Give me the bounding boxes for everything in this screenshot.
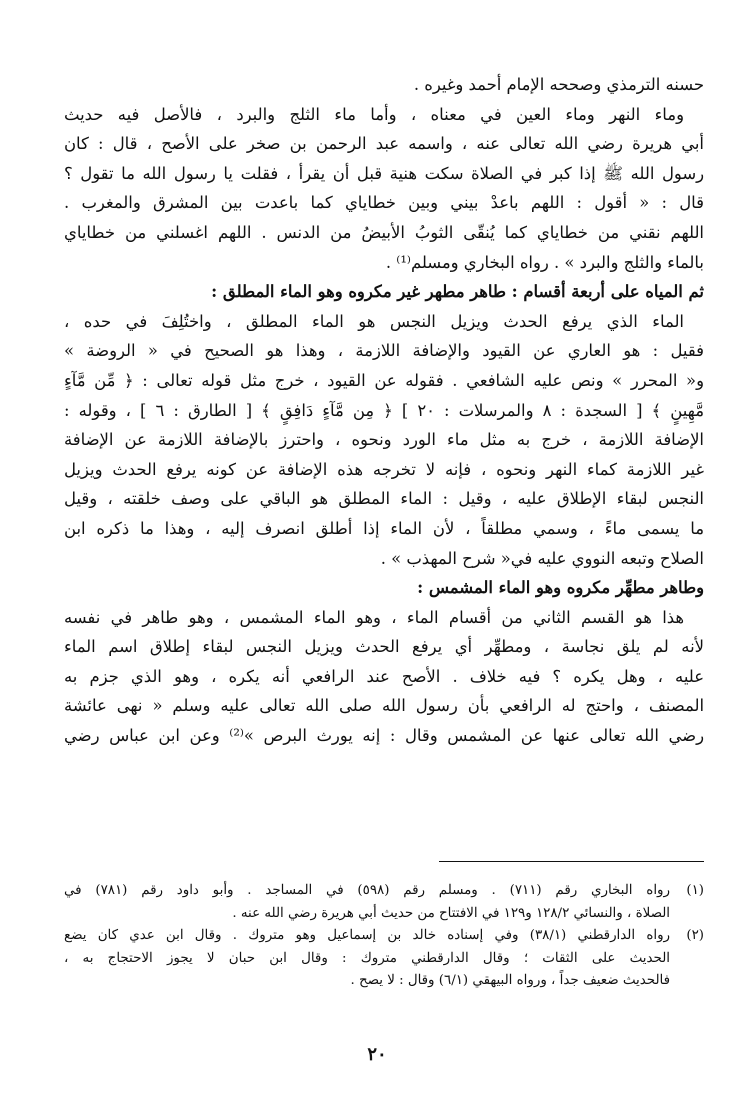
text-line: اللهم نقني من خطاياي كما يُنقّى الثوبُ الأبيضُ من الدنس . اللهم اغسلني من خطاياي (64, 222, 704, 242)
footnote (64, 925, 704, 993)
text-line: وماء النهر وماء العين في معناه ، وأما ماء الثلج والبرد ، فالأصل فيه حديث (64, 104, 684, 124)
text-line: الصلاح وتبعه النووي عليه في« شرح المهذب » . (380, 548, 704, 568)
section-heading: وطاهر مطهِّر مكروه وهو الماء المشمس : (417, 578, 704, 598)
text-line: غير اللازمة كماء النهر ونحوه ، فإنه لا تخرجه هذه الإضافة عن كونه يرفع الحدث ويزيل (64, 459, 704, 479)
text-line: مَّهِينٍ ﴾ [ السجدة : ٨ والمرسلات : ٢٠ ] ﴿ مِن مَّآءٍ دَافِقٍ ﴾ [ الطارق : ٦ ] ، وقوله : (64, 400, 704, 420)
footnote-line: الحديث على الثقات ؛ وقال الدارقطني متروك : وقال ابن حبان لا يجوز الاحتجاج به ، (64, 950, 670, 966)
footnote (64, 880, 704, 925)
footnote-text (64, 880, 670, 925)
text-line: رضي الله تعالى عنها عن المشمس وقال : إنه يورث البرص »⁽²⁾ وعن ابن عباس رضي (64, 726, 704, 746)
footnote-number: (٢) (686, 928, 704, 944)
text-line: و« المحرر » ونص عليه الشافعي . فقوله عن القيود ، خرج مثل قوله تعالى : ﴿ مِّن مَّآءٍ (64, 370, 704, 390)
text-line: هذا هو القسم الثاني من أقسام الماء ، وهو الماء المشمس ، وهو طاهر في نفسه (64, 607, 684, 627)
footnote-line: رواه الدارقطني (٣٨/١) وفي إسناده خالد بن إسماعيل وهو متروك . وقال ابن عدي كان يضع (64, 928, 670, 944)
text-line: الإضافة اللازمة ، خرج به مثل ماء الورد ونحوه ، واحترز بالإضافة اللازمة عن الإضافة (64, 430, 704, 450)
text-line: الماء الذي يرفع الحدث ويزيل النجس هو الماء المطلق ، واختُلِفَ في حده ، (64, 311, 684, 331)
section-heading: ثم المياه على أربعة أقسام : طاهر مطهر غير مكروه وهو الماء المطلق : (211, 282, 704, 302)
text-line: أبي هريرة رضي الله تعالى عنه ، واسمه عبد الرحمن بن صخر على الأصح ، قال : كان (64, 134, 704, 154)
text-line: قال : « أقول : اللهم باعدْ بيني وبين خطاياي كما باعدت بين المشرق والمغرب . (64, 193, 704, 213)
main-text (64, 70, 704, 751)
text-line: المصنف ، واحتج له الرافعي بأن رسول الله صلى الله تعالى عليه وسلم « نهى عائشة (64, 696, 704, 716)
text-line: بالماء والثلج والبرد » . رواه البخاري ومسلم⁽¹⁾ . (385, 252, 704, 272)
footnote-text (64, 925, 670, 993)
footnote-line: فالحديث ضعيف جداً ، ورواه البيهقي (٦/١) وقال : لا يصح . (350, 973, 670, 989)
text-line: حسنه الترمذي وصححه الإمام أحمد وغيره . (413, 75, 704, 94)
text-line: عليه ، وهل يكره ؟ فيه خلاف . الأصح عند الرافعي أنه يكره ، وهو الذي جزم به (64, 666, 704, 686)
footnotes (64, 880, 704, 993)
footnote-line: رواه البخاري رقم (٧١١) . ومسلم رقم (٥٩٨) في المساجد . وأبو داود رقم (٧٨١) في (64, 883, 670, 898)
text-line: فقيل : هو العاري عن القيود والإضافة اللازمة ، وهذا هو الصحيح في « الروضة » (64, 341, 704, 361)
text-line: رسول الله ﷺ إذا كبر في الصلاة سكت هنية قبل أن يقرأ ، فقلت يا رسول الله ما تقول ؟ (64, 163, 704, 183)
footnote-number: (١) (686, 883, 704, 898)
page-number: ٢٠ (367, 1044, 387, 1065)
footnote-separator (439, 861, 704, 862)
text-line: ما يسمى ماءً ، وسمي مطلقاً ، لأن الماء إذا أطلق انصرف إليه ، وهذا ما ذكره ابن (64, 518, 704, 538)
text-line: لأنه لم يلق نجاسة ، ومطهِّر أي يرفع الحدث ويزيل النجس لبقاء إطلاق اسم الماء (64, 637, 704, 657)
text-line: النجس لبقاء الإطلاق عليه ، وقيل : الماء المطلق هو الباقي على وصف خلقته ، وقيل (64, 489, 704, 509)
footnote-line: الصلاة ، والنسائي ١٢٨/٢ و١٢٩ في الافتتاح من حديث أبي هريرة رضي الله عنه . (232, 905, 670, 921)
